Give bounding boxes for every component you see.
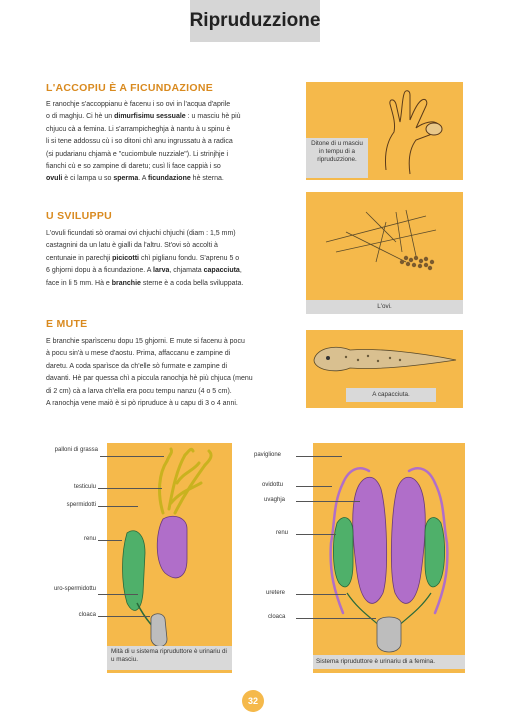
caption-ovi: L'ovi. — [306, 300, 463, 314]
leader-uvaghja — [296, 501, 360, 502]
label-spermidotti: spermidotti — [66, 502, 96, 508]
leader-renu-m — [98, 540, 122, 541]
paragraph-line: face in li 5 mm. Hà e branchie sterne è a coda bella sviluppata. — [46, 279, 244, 287]
paragraph-sviluppu — [46, 228, 298, 290]
paragraph-line: à pocu sin'à u mese d'aostu. Prima, affaccanu e zampine di — [46, 350, 231, 358]
bold-term: larva — [153, 267, 170, 275]
leader-cloaca-m — [98, 616, 150, 617]
bold-term: ovuli — [46, 175, 63, 183]
paragraph-line: L'ovuli ficundati sò oramai ovi chjuchi chjuchi (diam : 1,5 mm) — [46, 230, 236, 237]
page-title-box — [190, 0, 320, 42]
leader-spermidotti — [98, 506, 138, 507]
paragraph-line: o di maghju. Ci hè un dimurfisimu sessuale : u masciu hè più — [46, 113, 241, 121]
paragraph-line: chjucu cà a femina. Li s'arrampicheghja à nantu à u spinu è — [46, 125, 231, 133]
caption-capacciuta: A capacciuta. — [346, 388, 436, 402]
leader-renu-f — [296, 534, 336, 535]
label-paviglione: paviglione — [254, 452, 282, 458]
label-urospermidottu: uro-spermidottu — [53, 586, 96, 592]
label-uvaghja: uvaghja — [264, 497, 286, 503]
bold-term: dimurfisimu sessuale — [114, 113, 186, 121]
female-system-illustration — [313, 443, 465, 673]
paragraph-line: di 2 cm) cà a larva ch'ella era pocu tempu nanzu (4 o 5 cm). — [46, 387, 232, 395]
caption-ditone: Ditone di u masciu in tempu di a ripruduzzione. — [306, 138, 368, 178]
paragraph-line: ovuli è ci lampa u so sperma. A ficundazione hè sterna. — [46, 175, 224, 183]
illustration-panel-male — [107, 443, 232, 673]
male-system-illustration — [107, 443, 232, 673]
paragraph-mute — [46, 336, 298, 410]
label-uretere: uretere — [266, 590, 286, 596]
page-number: 32 — [242, 690, 264, 712]
paragraph-line: E branchie sparìscenu dopu 15 ghjorni. E mute si facenu à pocu — [46, 338, 245, 345]
paragraph-line: davanti. Hè par quessa chì a piccula ranochja hè più chjuca (menu — [46, 375, 253, 383]
paragraph-line: 6 ghjorni dopu à a ficundazione. A larva, chjamata capacciuta, — [46, 267, 242, 275]
leader-paviglione — [296, 456, 342, 457]
paragraph-line: daretu. A coda sparìsce da ch'elle sò furmate e zampine di — [46, 362, 228, 370]
heading-mute: E MUTE — [46, 318, 88, 330]
caption-masciu: Mità di u sistema ripruduttore è urinariu di u masciu. — [107, 646, 232, 670]
paragraph-line: centunaie in parechji picicotti chì piglianu fondu. S'aprenu 5 o — [46, 254, 240, 262]
label-ovidottu: ovidottu — [262, 482, 284, 488]
bold-term: branchie — [111, 279, 141, 287]
paragraph-line: (si pudarianu chjamà e "cuciombule nuzziale"). Li strinjhje i — [46, 150, 228, 158]
heading-accoppiu: L'ACCOPIU È A FICUNDAZIONE — [46, 82, 214, 94]
paragraph-line: A ranochja vene maiò è si pò ripruduce à u capu di 3 o 4 anni. — [46, 400, 238, 408]
paragraph-accoppiu — [46, 99, 298, 186]
paragraph-line: castagnini da un latu è gialli da l'altru. St'ovi sò accolti à — [46, 242, 218, 250]
leader-uretere — [296, 594, 346, 595]
label-cloaca-f: cloaca — [268, 614, 286, 620]
leader-palloni — [100, 456, 164, 457]
leader-cloaca-f — [296, 618, 376, 619]
label-renu-f: renu — [276, 530, 289, 536]
bold-term: sperma — [113, 175, 139, 183]
eggs-illustration — [306, 192, 463, 300]
label-renu-m: renu — [83, 536, 96, 542]
label-testiculu: testiculu — [73, 484, 96, 490]
caption-femina: Sistema ripruduttore è urinariu di a femina. — [313, 655, 465, 669]
paragraph-line: li si tene addossu cù i so ditoni chì anu ingrussatu à a radica — [46, 138, 233, 146]
bold-term: ficundazione — [147, 175, 191, 183]
page-title: Ripruduzzione — [189, 10, 321, 31]
bold-term: capacciuta — [203, 267, 240, 275]
leader-urospermidottu — [98, 594, 138, 595]
label-palloni: palloni di grassa — [54, 447, 98, 453]
heading-sviluppu: U SVILUPPU — [46, 210, 113, 222]
leader-ovidottu — [296, 486, 332, 487]
paragraph-line: fianchi cù e so zampine di daretu; cusì li face cappià i so — [46, 163, 221, 171]
paragraph-line: E ranochje s'accoppianu è facenu i so ovi in l'acqua d'aprile — [46, 101, 231, 108]
bold-term: picicotti — [112, 254, 139, 262]
leader-testiculu — [98, 488, 162, 489]
label-cloaca-m: cloaca — [78, 612, 96, 618]
illustration-panel-eggs — [306, 192, 463, 300]
illustration-panel-female — [313, 443, 465, 673]
